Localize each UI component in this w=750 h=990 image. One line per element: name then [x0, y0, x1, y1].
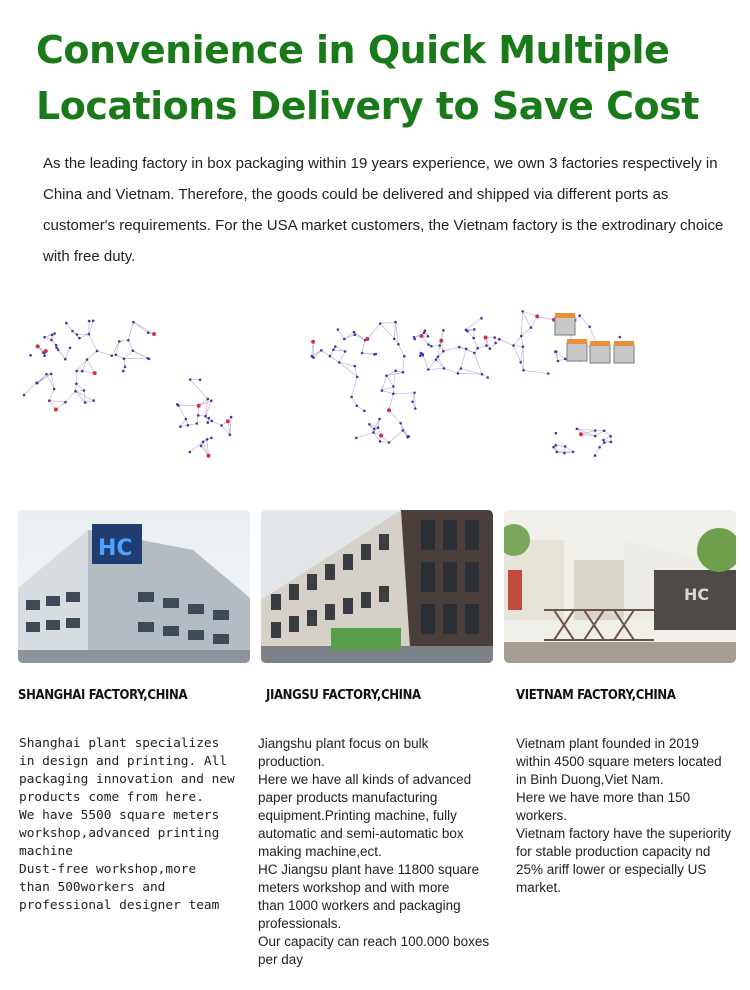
title-line-1: Convenience in Quick Multiple	[36, 28, 670, 72]
hc-logo: HC	[98, 536, 133, 561]
vietnam-factory-name: VIETNAM FACTORY,CHINA	[516, 688, 676, 703]
vietnam-factory-description: Vietnam plant founded in 2019 within 4500 square meters located in Binh Duong,Viet Nam. Here we have more than 150 workers. Vietnam factory have the superiority for stable production capacity nd 25% ariff lower or especially US market.	[516, 736, 732, 895]
title-line-2: Locations Delivery to Save Cost	[36, 84, 699, 128]
shanghai-factory-name: SHANGHAI FACTORY,CHINA	[18, 688, 188, 703]
jiangsu-factory-name: JIANGSU FACTORY,CHINA	[266, 688, 421, 703]
hc-logo: HC	[684, 585, 710, 604]
vietnam-factory-photo	[504, 510, 736, 663]
world-network-map-icon	[0, 295, 750, 490]
page-title	[36, 22, 726, 134]
shanghai-factory-photo	[18, 510, 250, 663]
intro-paragraph: As the leading factory in box packaging within 19 years experience, we own 3 factories respectively in China and Vietnam. Therefore, the goods could be delivered and shipped via different ports as customer's requirements. For the USA market customers, the Vietnam factory is the extrodinary choice with free duty.	[43, 155, 724, 265]
jiangsu-factory-description: Jiangshu plant focus on bulk production. Here we have all kinds of advanced paper products manufacturing equipment.Printing machine, fully automatic and semi-automatic box making machine,ect. HC Jiangsu plant have 11800 square meters workshop and with more than 1000 workers and packaging professionals. Our capacity can reach 100.000 boxes per day	[258, 736, 490, 967]
shanghai-factory-description: Shanghai plant specializes in design and printing. All packaging innovation and new products come from here. We have 5500 square meters workshop,advanced printing machine Dust-free workshop,more than 500workers and professional designer team	[19, 736, 235, 913]
jiangsu-factory-photo	[261, 510, 493, 663]
